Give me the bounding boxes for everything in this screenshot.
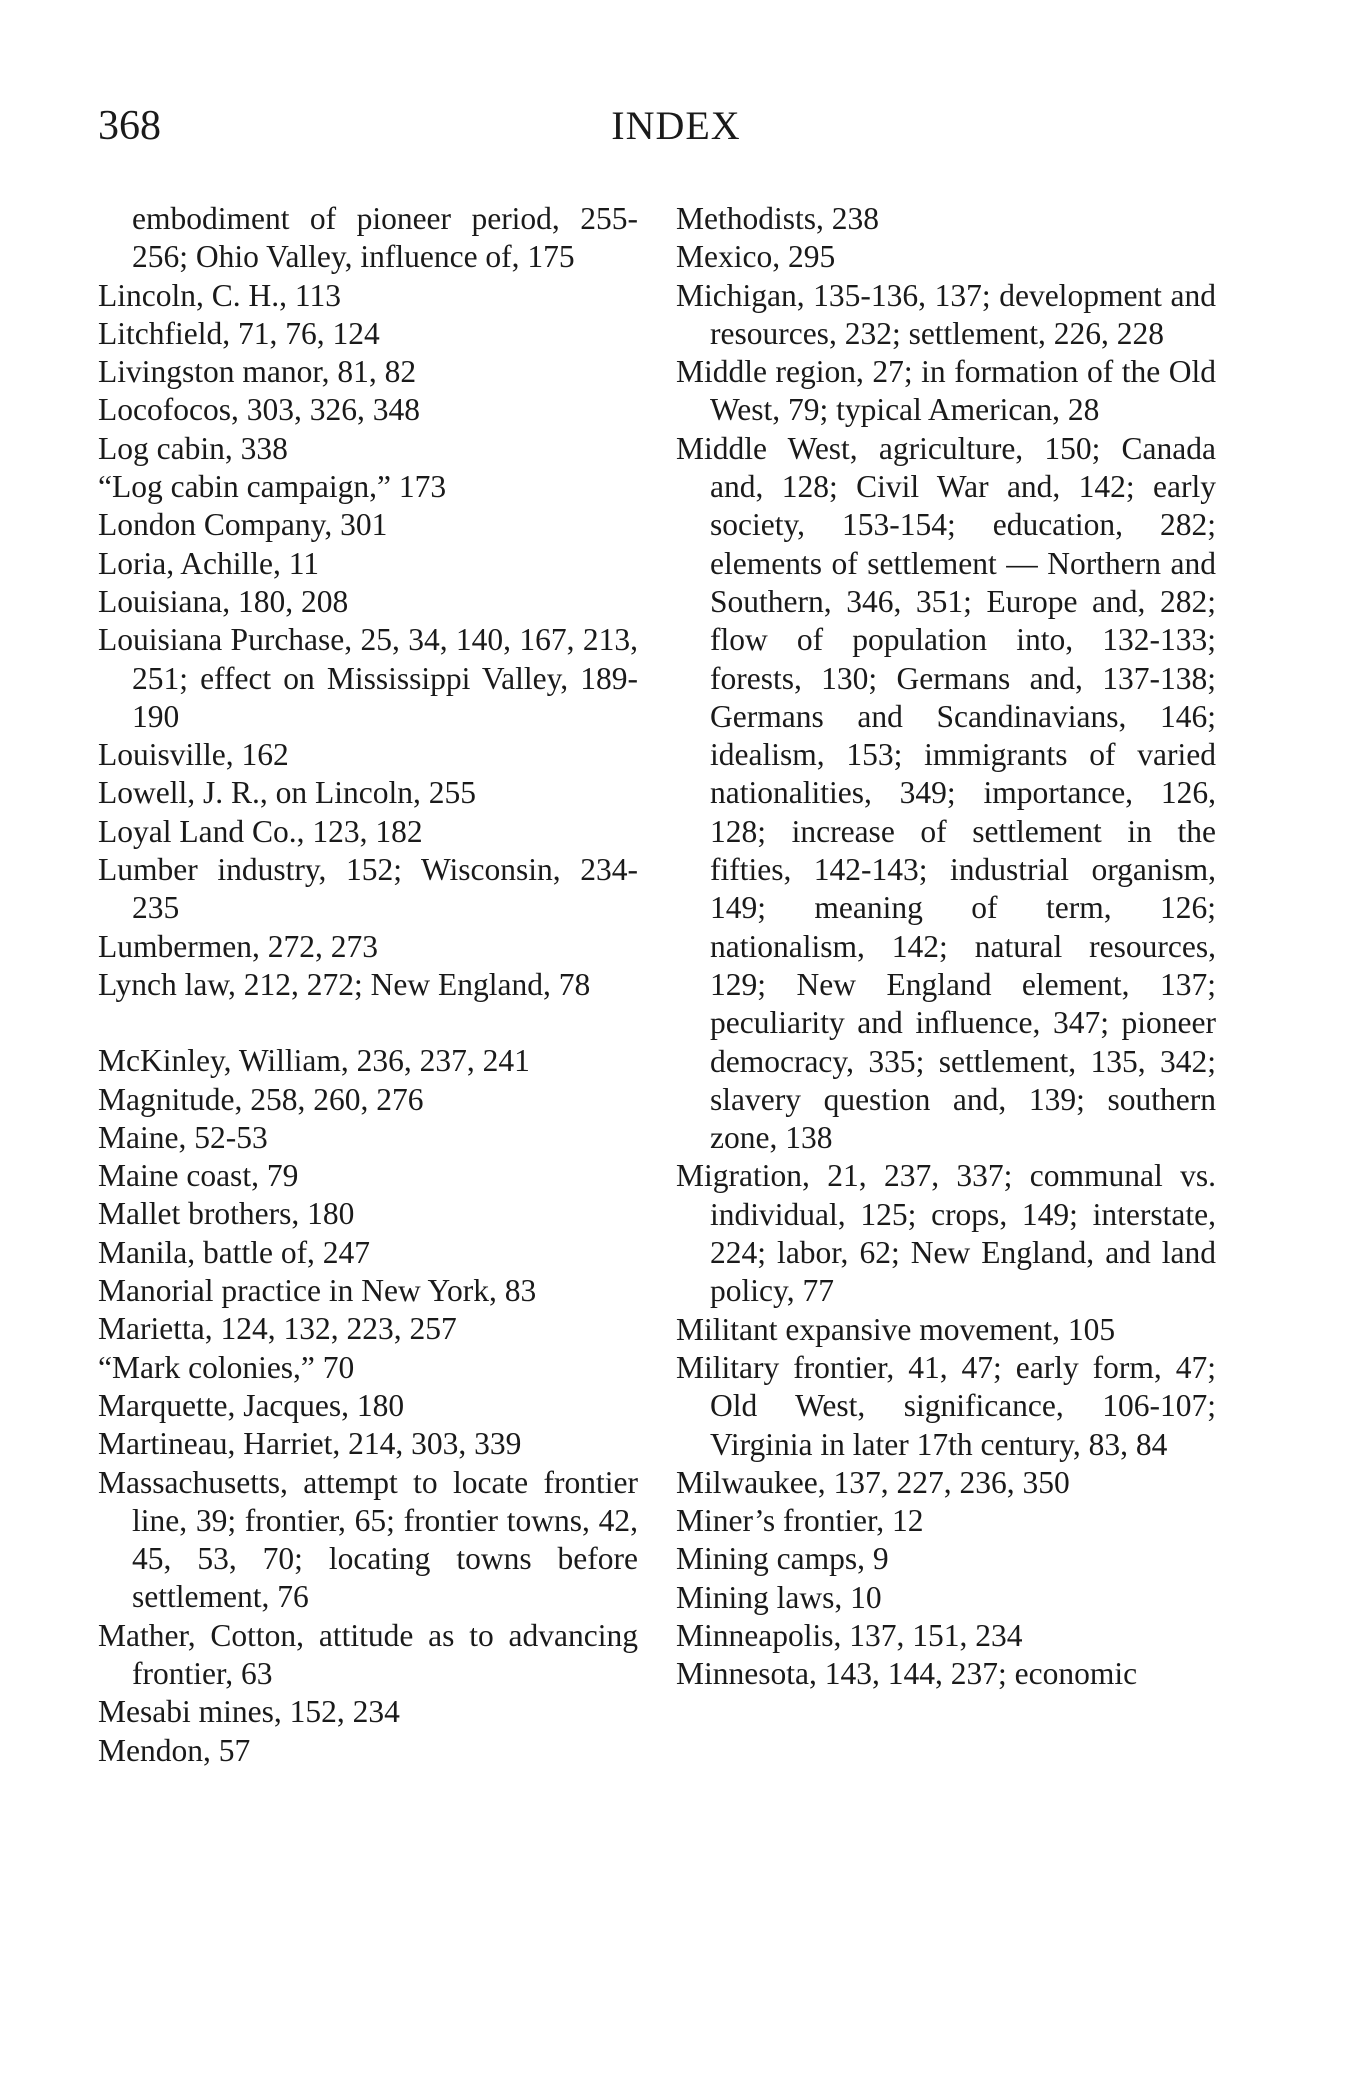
index-entry: McKinley, William, 236, 237, 241 [98, 1043, 530, 1079]
index-entry: Methodists, 238 [676, 201, 880, 236]
index-column-left [98, 200, 638, 1770]
index-group-m [98, 1042, 638, 1770]
index-entry: Middle West, agriculture, 150; Canada and, 128; Civil War and, 142; early society, 153-154; education, 282; elements of settlement — Northern and Southern, 346, 351; Europe and, 282; flow of population into, 132-133; forests, 130; Germans and, 137-138; Germans and Scandinavians, 146; idealism, 153; immigrants of varied nationalities, 349; importance, 126, 128; increase of settlement in the fifties, 142-143; industrial organism, 149; meaning of term, 126; nationalism, 142; natural resources, 129; New England element, 137; peculiarity and influence, 347; pioneer democracy, 335; settlement, 135, 342; slavery question and, 139; southern zone, 138 [676, 430, 1216, 1156]
index-entry: Military frontier, 41, 47; early form, 47; Old West, significance, 106-107; Virginia in later 17th century, 83, 84 [676, 1349, 1216, 1462]
index-entry: Marquette, Jacques, 180 [98, 1387, 405, 1423]
index-entry: Magnitude, 258, 260, 276 [98, 1081, 424, 1117]
index-entry: Minneapolis, 137, 151, 234 [676, 1617, 1023, 1653]
index-entry: Mallet brothers, 180 [98, 1196, 355, 1232]
index-entry: Minnesota, 143, 144, 237; economic [676, 1656, 1138, 1692]
index-entry: Log cabin, 338 [98, 430, 288, 466]
index-entry: Lowell, J. R., on Lincoln, 255 [98, 775, 476, 811]
index-entry: Maine, 52-53 [98, 1119, 268, 1155]
index-entry: Loyal Land Co., 123, 182 [98, 813, 423, 849]
page-header [98, 100, 1254, 152]
index-entry: Mesabi mines, 152, 234 [98, 1694, 400, 1730]
index-entry: Louisiana Purchase, 25, 34, 140, 167, 213, 251; effect on Mississippi Valley, 189-190 [98, 622, 638, 734]
index-entry: Lumber industry, 152; Wisconsin, 234-235 [98, 852, 638, 926]
index-entry: Mexico, 295 [676, 239, 836, 275]
index-entry: Livingston manor, 81, 82 [98, 354, 417, 390]
index-entry: Mining camps, 9 [676, 1541, 889, 1577]
index-entry: Lumbermen, 272, 273 [98, 928, 378, 964]
index-entry: Loria, Achille, 11 [98, 545, 320, 581]
index-entry: Manila, battle of, 247 [98, 1234, 371, 1270]
index-entry: Lynch law, 212, 272; New England, 78 [98, 966, 591, 1002]
index-entry: Massachusetts, attempt to locate frontier line, 39; frontier, 65; frontier towns, 42, 45, 53, 70; locating towns before settlement, 76 [98, 1464, 638, 1615]
index-entry: Lincoln, C. H., 113 [98, 277, 341, 313]
letter-group-gap [98, 1004, 638, 1042]
index-entry: Maine coast, 79 [98, 1158, 299, 1194]
index-column-right [676, 200, 1216, 1694]
index-entry: Mining laws, 10 [676, 1579, 882, 1615]
index-entry: Litchfield, 71, 76, 124 [98, 315, 380, 351]
index-entry: Miner’s frontier, 12 [676, 1503, 924, 1539]
index-group-l [98, 277, 638, 1005]
page-number: 368 [98, 103, 161, 149]
index-entry: Michigan, 135-136, 137; development and resources, 232; settlement, 226, 228 [676, 277, 1216, 351]
index-entry: Martineau, Harriet, 214, 303, 339 [98, 1426, 522, 1462]
index-entry-continuation: embodiment of pioneer period, 255-256; Ohio Valley, influence of, 175 [132, 201, 638, 275]
index-entry: London Company, 301 [98, 507, 388, 543]
index-entry: Milwaukee, 137, 227, 236, 350 [676, 1464, 1070, 1500]
index-entry: “Mark colonies,” 70 [98, 1349, 355, 1385]
index-entry: Middle region, 27; in formation of the Old West, 79; typical American, 28 [676, 354, 1216, 428]
index-entry: Mendon, 57 [98, 1732, 251, 1768]
index-entry: Migration, 21, 237, 337; communal vs. individual, 125; crops, 149; interstate, 224; labor, 62; New England, and land policy, 77 [676, 1158, 1216, 1309]
index-entry: Manorial practice in New York, 83 [98, 1273, 537, 1309]
index-entry: Locofocos, 303, 326, 348 [98, 392, 420, 428]
index-entry: Louisville, 162 [98, 737, 289, 773]
index-entry: Mather, Cotton, attitude as to advancing frontier, 63 [98, 1617, 638, 1691]
index-entry: Militant expansive movement, 105 [676, 1311, 1116, 1347]
index-entry: “Log cabin campaign,” 173 [98, 469, 447, 505]
index-entry: Marietta, 124, 132, 223, 257 [98, 1311, 457, 1347]
index-entry: Louisiana, 180, 208 [98, 583, 349, 619]
running-head: INDEX [611, 103, 741, 148]
